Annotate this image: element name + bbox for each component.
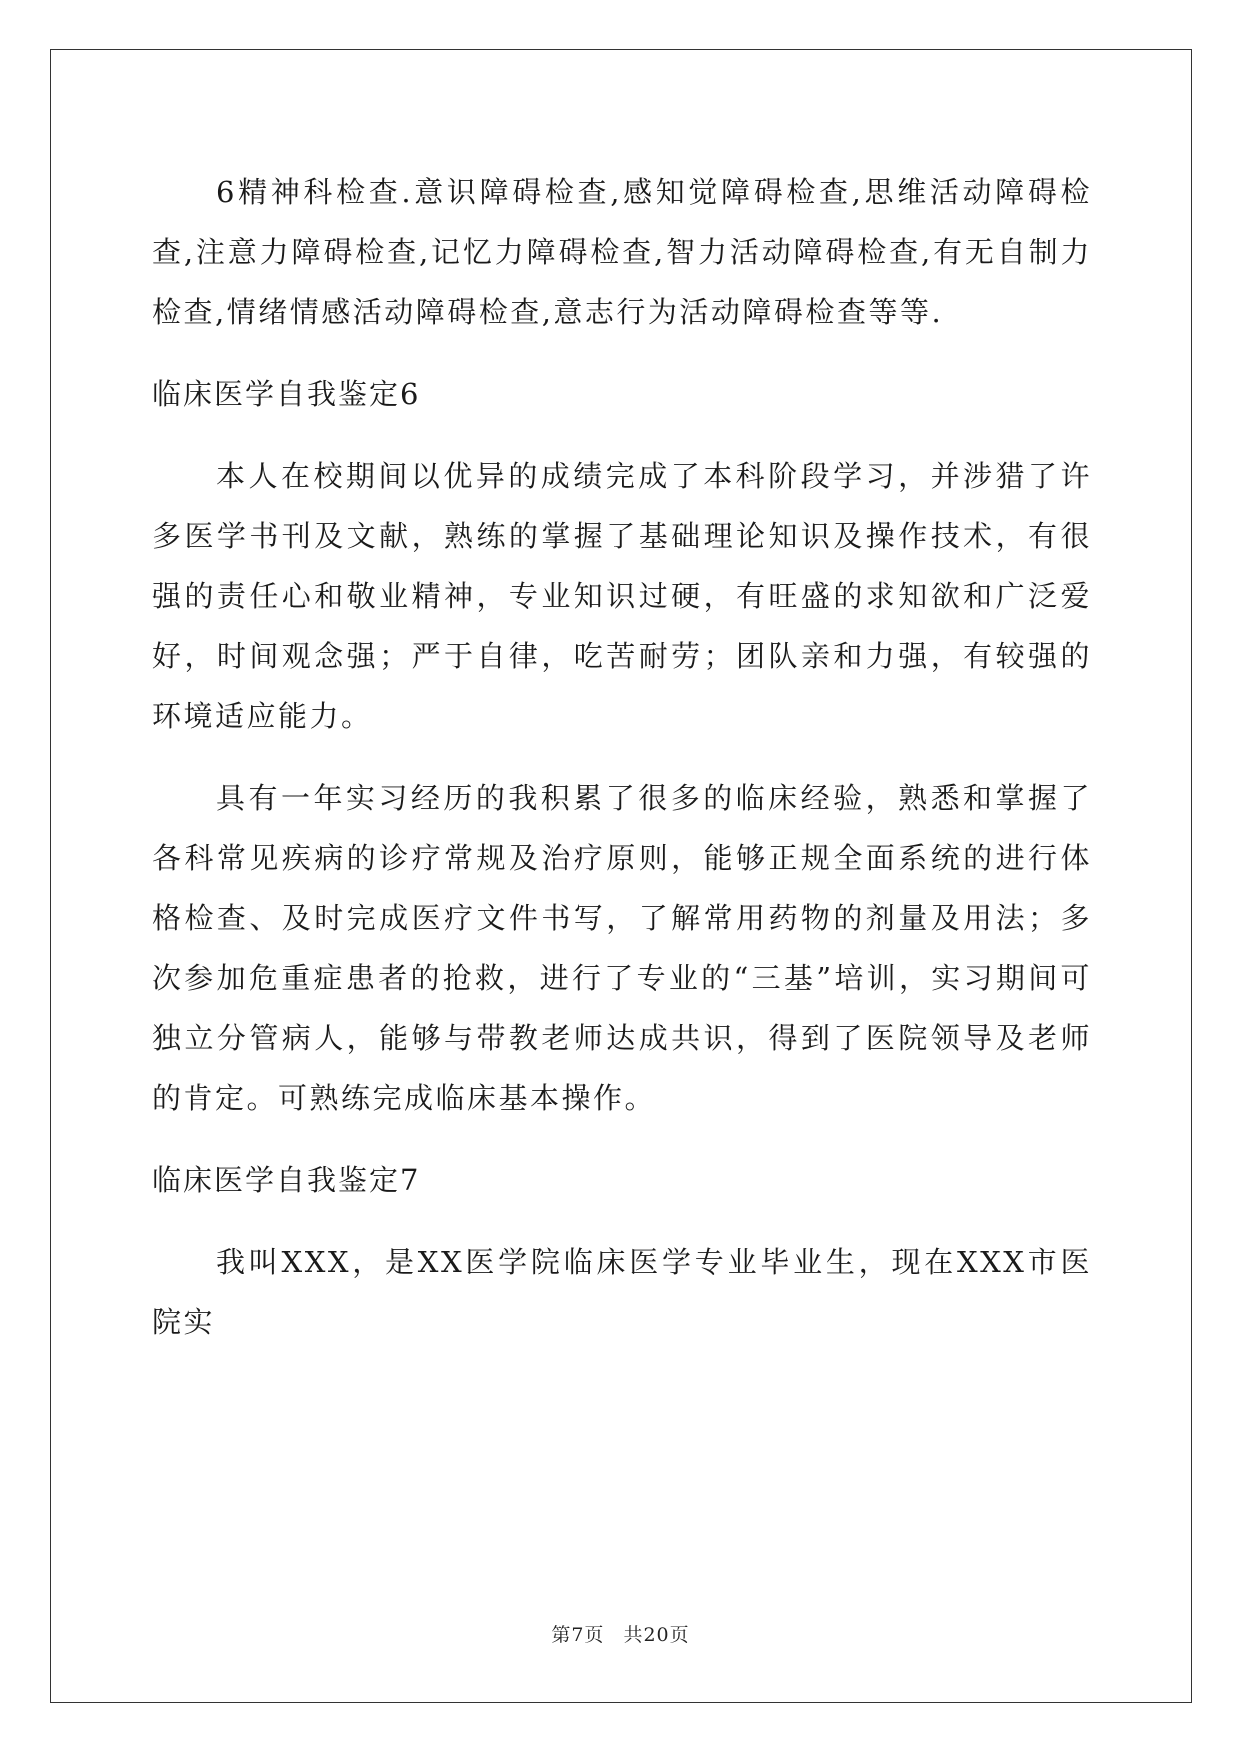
paragraph-self-assessment-7: 我叫XXX，是XX医学院临床医学专业毕业生，现在XXX市医院实: [152, 1245, 1092, 1339]
paragraph-psychiatric-exam: 6精神科检查.意识障碍检查,感知觉障碍检查,思维活动障碍检查,注意力障碍检查,记忆力障碍检查,智力活动障碍检查,有无自制力检查,情绪情感活动障碍检查,意志行为活动障碍检查等等.: [152, 175, 1092, 329]
paragraph-self-assessment-6: 本人在校期间以优异的成绩完成了本科阶段学习，并涉猎了许多医学书刊及文献，熟练的掌握了基础理论知识及操作技术，有很强的责任心和敬业精神，专业知识过硬，有旺盛的求知欲和广泛爱好，时间观念强；严于自律，吃苦耐劳；团队亲和力强，有较强的环境适应能力。: [152, 459, 1092, 733]
paragraph-internship-experience: 具有一年实习经历的我积累了很多的临床经验，熟悉和掌握了各科常见疾病的诊疗常规及治疗原则，能够正规全面系统的进行体格检查、及时完成医疗文件书写，了解常用药物的剂量及用法；多次参加危重症患者的抢救，进行了专业的“三基”培训，实习期间可独立分管病人，能够与带教老师达成共识，得到了医院领导及老师的肯定。可熟练完成临床基本操作。: [152, 781, 1092, 1115]
page-footer: [0, 1620, 1241, 1647]
document-body: [152, 162, 1092, 1374]
section-heading-6: 临床医学自我鉴定6: [152, 377, 421, 411]
page-number: 第7页: [551, 1624, 605, 1646]
page-total: 共20页: [623, 1624, 690, 1646]
section-heading-7: 临床医学自我鉴定7: [152, 1163, 421, 1197]
